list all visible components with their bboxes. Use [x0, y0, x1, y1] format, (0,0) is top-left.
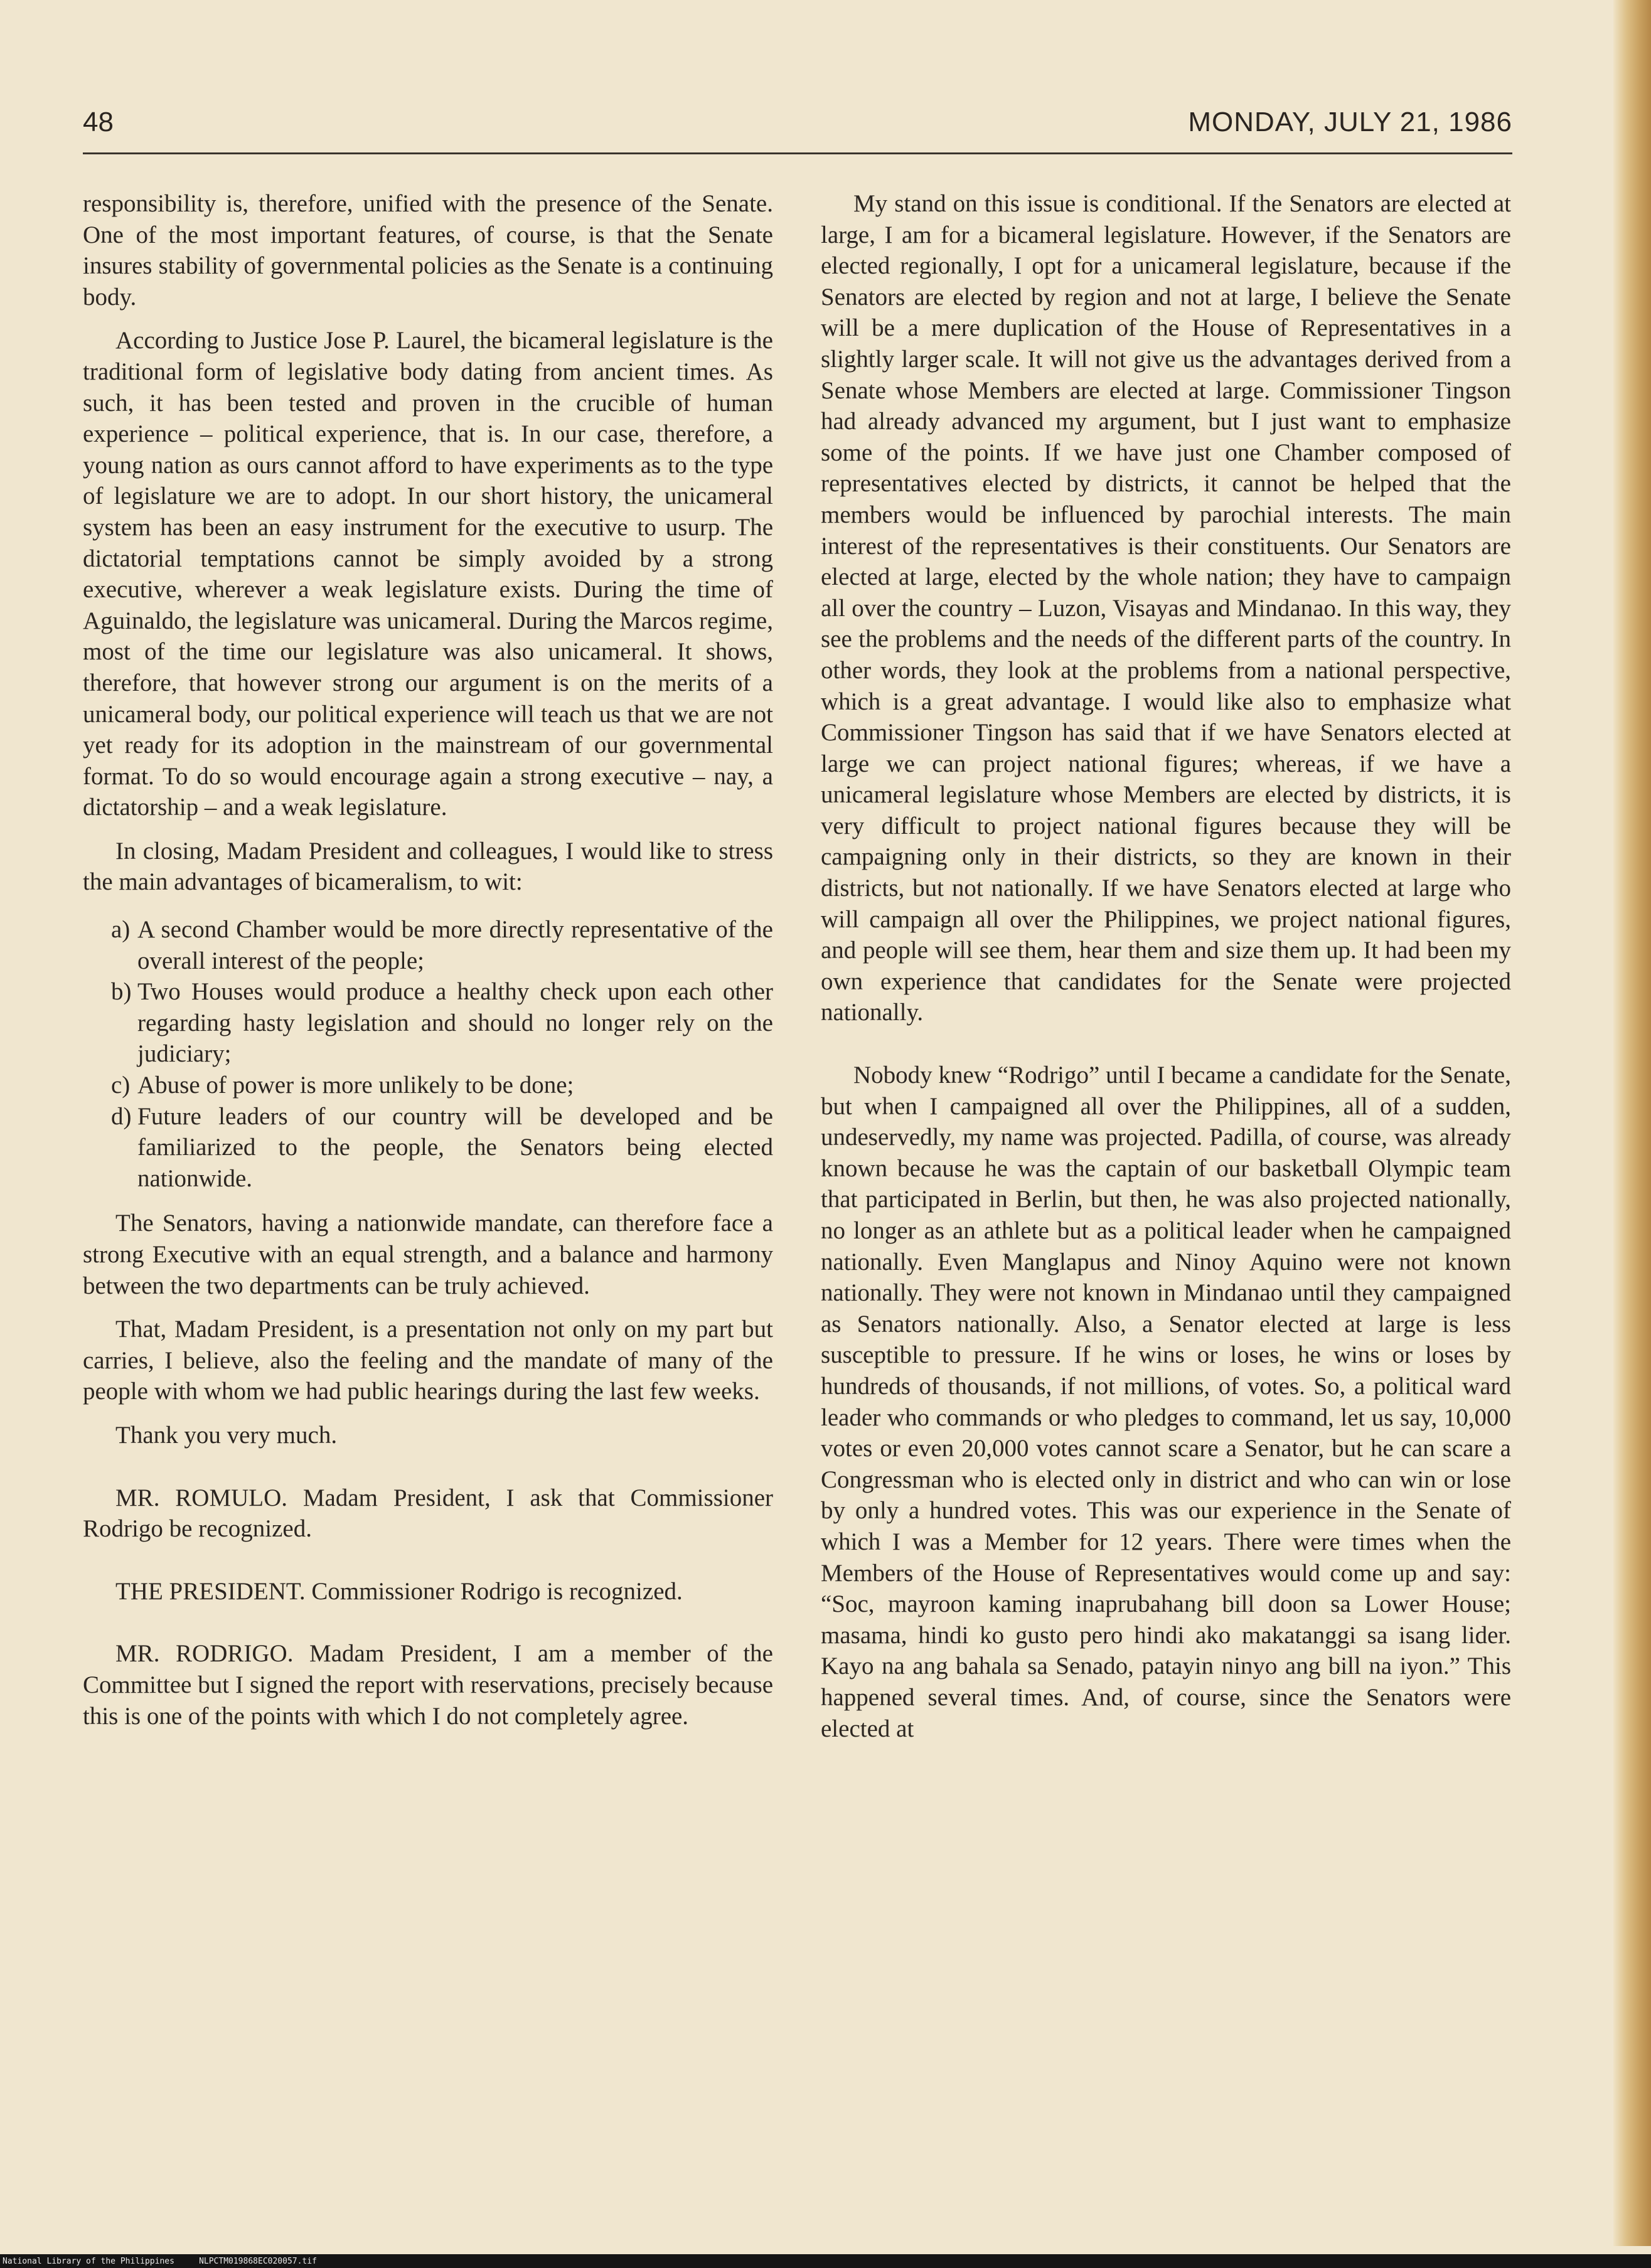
list-text: Abuse of power is more unlikely to be done;: [137, 1072, 574, 1099]
header-rule: [83, 152, 1512, 154]
right-column: [821, 188, 1511, 1757]
list-marker: d): [111, 1102, 132, 1130]
advantages-list: [83, 914, 773, 1194]
speech-president: THE PRESIDENT. Commissioner Rodrigo is recognized.: [115, 1577, 683, 1605]
list-item: [83, 1070, 773, 1101]
page-number: 48: [83, 107, 114, 137]
paragraph: Nobody knew “Rodrigo” until I became a candidate for the Senate, but when I campaigned all over the Philippines, all of a sudden, undeservedly, my name was projected. Padilla, of course, was already known because he was the captain of our basketball Olympic team that participated in Berlin, but then, he was also projected nationally, no longer as an athlete but as a political leader when he campaigned nationally. Even Manglapus and Ninoy Aquino were not known nationally. They were not known in Mindanao until they campaigned as Senators nationally. Also, a Senator elected at large is less susceptible to pressure. If he wins or loses, he wins or loses by hundreds of thousands, if not millions, of votes. So, a political ward leader who commands or who pledges to command, let us say, 10,000 votes or even 20,000 votes cannot scare a Senator, but he can scare a Congressman who is elected only in district and who can win or lose by only a hundred votes. This was our experience in the Senate of which I was a Member for 12 years. There were times when the Members of the House of Representatives would come up and say: “Soc, mayroon kaming inaprubahang bill doon sa Lower House; masama, hindi ko gusto pero hindi ako makatanggi sa isang lider. Kayo na ang bahala sa Senado, patayin ninyo ang bill na iyon.” This happened several times. And, of course, since the Senators were elected at: [821, 1062, 1511, 1742]
page-edge: [1613, 0, 1651, 2246]
list-text: A second Chamber would be more directly representative of the overall interest of the people;: [137, 916, 773, 974]
list-marker: a): [111, 916, 131, 944]
paragraph: That, Madam President, is a presentation not only on my part but carries, I believe, also the feeling and the mandate of many of the people with whom we had public hearings during the last few weeks.: [83, 1316, 773, 1405]
running-header-date: MONDAY, JULY 21, 1986: [1188, 107, 1512, 137]
scan-caption: National Library of the Philippines NLPCTM019868EC020057.tif: [3, 2257, 317, 2266]
left-column: [83, 188, 773, 1744]
speech-romulo: MR. ROMULO. Madam President, I ask that Commissioner Rodrigo be recognized.: [83, 1484, 773, 1543]
list-item: [83, 976, 773, 1070]
scan-footer-strip: [0, 2254, 1651, 2268]
list-item: [83, 914, 773, 976]
page-header: [83, 100, 1512, 151]
paragraph: The Senators, having a nationwide mandate, can therefore face a strong Executive with an equal strength, and a balance and harmony between the two departments can be truly achieved.: [83, 1210, 773, 1299]
list-marker: c): [111, 1072, 131, 1099]
paragraph: responsibility is, therefore, unified with the presence of the Senate. One of the most important features, of course, is that the Senate insures stability of governmental policies as the Senate is a continuing body.: [83, 190, 773, 311]
list-text: Two Houses would produce a healthy check upon each other regarding hasty legislation and should no longer rely on the judiciary;: [137, 978, 773, 1068]
paragraph: My stand on this issue is conditional. If the Senators are elected at large, I am for a bicameral legislature. However, if the Senators are elected regionally, I opt for a unicameral legislature, because if the Senators are elected by region and not at large, I believe the Senate will be a mere duplication of the House of Representatives in a slightly larger scale. It will not give us the advantages derived from a Senate whose Members are elected at large. Commissioner Tingson had already advanced my argument, but I just want to emphasize some of the points. If we have just one Chamber composed of representatives elected by districts, it cannot be helped that the members would be influenced by parochial interests. The main interest of the representatives is their constituents. Our Senators are elected at large, elected by the whole nation; they have to campaign all over the country – Luzon, Visayas and Mindanao. In this way, they see the problems and the needs of the different parts of the country. In other words, they look at the problems from a national perspective, which is a great advantage. I would like also to emphasize what Commissioner Tingson has said that if we have Senators elected at large we can project national figures; whereas, if we have a unicameral legislature whose Members are elected by districts, it is very difficult to project national figures because they will be campaigning only in their districts, so they are known in their districts, but not nationally. If we have Senators elected at large who will campaign all over the Philippines, we project national figures, and people will see them, hear them and size them up. It had been my own experience that candidates for the Senate were projected nationally.: [821, 190, 1511, 1026]
list-marker: b): [111, 978, 132, 1006]
paragraph: According to Justice Jose P. Laurel, the bicameral legislature is the traditional form of legislative body dating from ancient times. As such, it has been tested and proven in the crucible of human experience – political experience, that is. In our case, therefore, a young nation as ours cannot afford to have experiments as to the type of legislature we are to adopt. In our short history, the unicameral system has been an easy instrument for the executive to usurp. The dictatorial temptations cannot be simply avoided by a strong executive, wherever a weak legislature exists. During the time of Aguinaldo, the legislature was unicameral. During the Marcos regime, most of the time our legislature was also unicameral. It shows, therefore, that however strong our argument is on the merits of a unicameral body, our political experience will teach us that we are not yet ready for its adoption in the mainstream of our governmental format. To do so would encourage again a strong executive – nay, a dictatorship – and a weak legislature.: [83, 327, 773, 821]
list-text: Future leaders of our country will be developed and be familiarized to the people, the Senators being elected nationwide.: [137, 1102, 773, 1192]
paragraph: In closing, Madam President and colleagues, I would like to stress the main advantages of bicameralism, to wit:: [83, 837, 773, 896]
paragraph: Thank you very much.: [115, 1421, 338, 1449]
speech-rodrigo: MR. RODRIGO. Madam President, I am a member of the Committee but I signed the report with reservations, precisely because this is one of the points with which I do not completely agree.: [83, 1640, 773, 1730]
list-item: [83, 1101, 773, 1195]
